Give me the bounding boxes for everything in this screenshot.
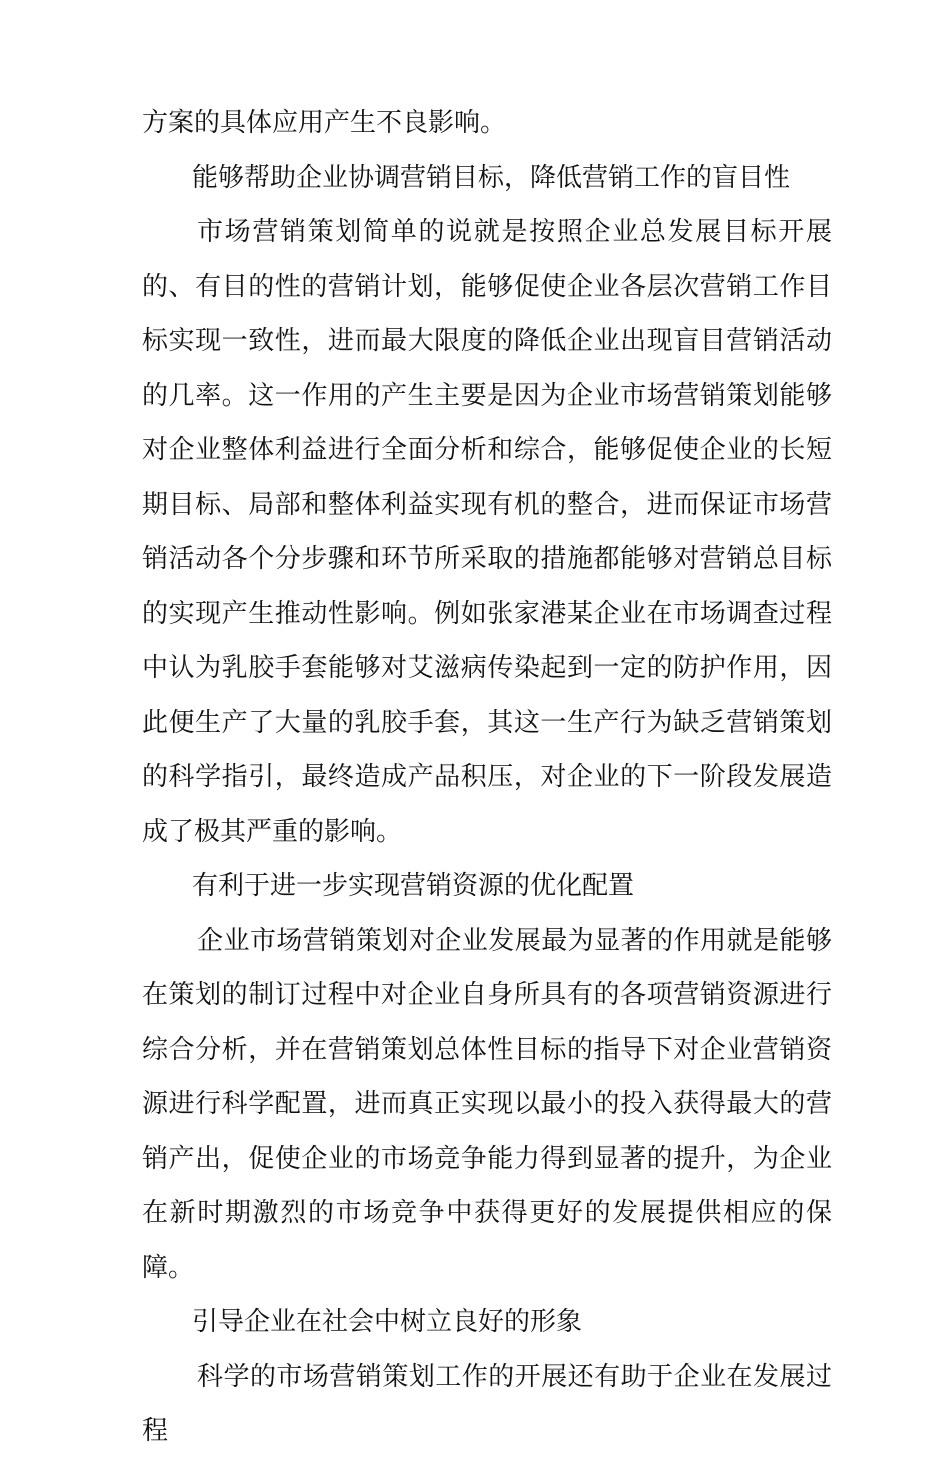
section-heading-resource-allocation: 有利于进一步实现营销资源的优化配置 [192,871,635,901]
document-body [142,96,832,1459]
paragraph-continued: 方案的具体应用产生不良影响。 [142,108,507,138]
section-heading-coordinate-goals: 能够帮助企业协调营销目标，降低营销工作的盲目性 [192,162,791,193]
paragraph-resource-allocation: 企业市场营销策划对企业发展最为显著的作用就是能够在策划的制订过程中对企业自身所具有的各项营销资源进行综合分析，并在营销策划总体性目标的指导下对企业营销资源进行科学配置，进而真正实现以最小的投入获得最大的营销产出，促使企业的市场竞争能力得到显著的提升，为企业在新时期激烈的市场竞争中获得更好的发展提供相应的保障。 [142,925,832,1283]
paragraph-corporate-image: 科学的市场营销策划工作的开展还有助于企业在发展过程 [142,1361,832,1446]
paragraph-coordinate-goals: 市场营销策划简单的说就是按照企业总发展目标开展的、有目的性的营销计划，能够促使企业各层次营销工作目标实现一致性，进而最大限度的降低企业出现盲目营销活动的几率。这一作用的产生主要是因为企业市场营销策划能够对企业整体利益进行全面分析和综合，能够促使企业的长短期目标、局部和整体利益实现有机的整合，进而保证市场营销活动各个分步骤和环节所采取的措施都能够对营销总目标的实现产生推动性影响。例如张家港某企业在市场调查过程中认为乳胶手套能够对艾滋病传染起到一定的防护作用，因此便生产了大量的乳胶手套，其这一生产行为缺乏营销策划的科学指引，最终造成产品积压，对企业的下一阶段发展造成了极其严重的影响。 [142,217,832,847]
section-heading-corporate-image: 引导企业在社会中树立良好的形象 [192,1307,583,1337]
